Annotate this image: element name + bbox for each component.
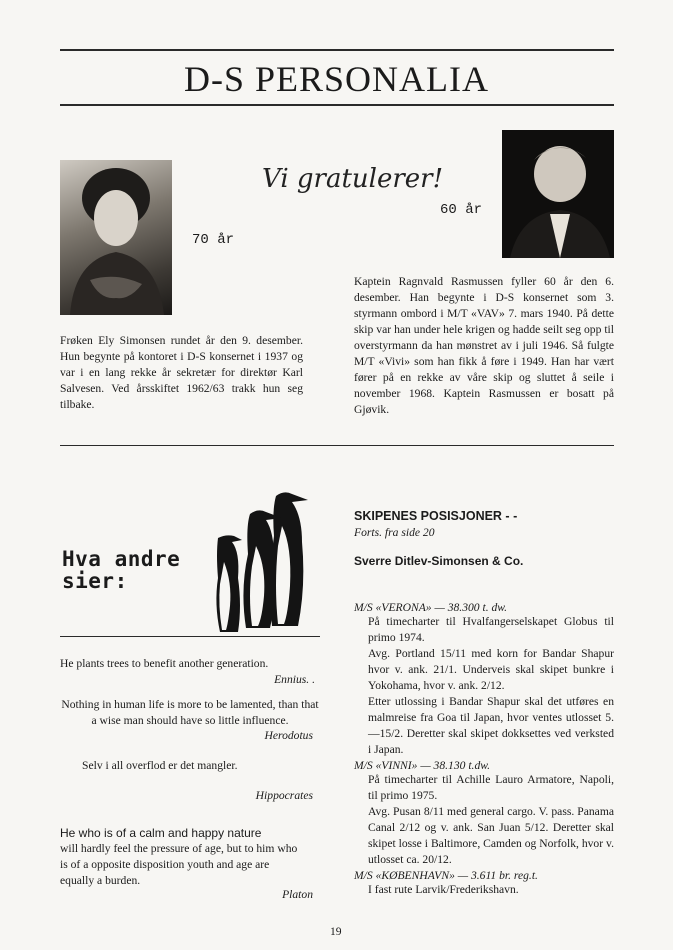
ship-vinni-name: M/S «VINNI» — 38.130 t.dw. bbox=[354, 759, 491, 772]
portrait-ragnvald-rasmussen bbox=[502, 130, 614, 258]
ship-verona-line-3: Etter utlossing i Bandar Shapur skal det utføres en malmreise fra Goa til Japan, hvor ventes utlosset 5.—15/2. Deretter skal skipet dokksettes ved verksted i Japan. bbox=[368, 695, 614, 756]
ship-verona-name: M/S «VERONA» — 38.300 t. dw. bbox=[354, 601, 508, 614]
quote-platon-first-line: He who is of a calm and happy nature bbox=[60, 826, 262, 840]
quote-platon bbox=[60, 825, 300, 889]
quote-platon-rest: will hardly feel the pressure of age, but to him who is of a opposite disposition youth and age are equally a burden. bbox=[60, 842, 298, 887]
ship-verona-line-1: På timecharter til Hvalfangerselskapet Globus til primo 1974. bbox=[368, 615, 614, 644]
penguins-illustration bbox=[212, 486, 324, 634]
bio-ely-simonsen: Frøken Ely Simonsen rundet år den 9. desember. Hun begynte på kontoret i D-S konsernet i 1937 og var i en lang rekke år sekretær for direktør Karl Salvesen. Ved årsskiftet 1962/63 trakk hun seg tilbake. bbox=[60, 334, 303, 411]
bio-ragnvald-rasmussen: Kaptein Ragnvald Rasmussen fyller 60 år den 6. desember. Han begynte i D-S konsernet som 3. styrmann ombord i M/T «VAV» 7. mars 1940. På dette skip var han under hele krigen og hadde seilt seg opp til overstyrmann da han mønstret av i juli 1946. Så fulgte M/T «Vivi» som han fikk å føre i 1949. Han har vært fører på en rekke av våre skip og sluttet å seile i november 1968. Kaptein Rasmussen er bosatt på Gjøvik. bbox=[354, 275, 614, 416]
age-70: 70 år bbox=[192, 232, 235, 248]
quotes-rule bbox=[60, 636, 320, 637]
quotes-heading-line1: Hva andre bbox=[62, 547, 181, 571]
page-number: 19 bbox=[330, 925, 342, 938]
quote-ennius-author: Ennius. . bbox=[274, 673, 315, 686]
age-60: 60 år bbox=[440, 202, 483, 218]
quote-hippocrates: Selv i all overflod er det mangler. bbox=[82, 759, 238, 772]
quotes-heading bbox=[62, 548, 180, 592]
quote-hippocrates-author: Hippocrates bbox=[255, 789, 313, 802]
greeting-script: Vi gratulerer! bbox=[262, 164, 444, 194]
section-divider-rule bbox=[60, 445, 614, 446]
positions-company: Sverre Ditlev-Simonsen & Co. bbox=[354, 554, 524, 568]
ship-vinni-line-2: Avg. Pusan 8/11 med general cargo. V. pass. Panama Canal 2/12 og v. ank. San Juan 5/12. Deretter skal skipet losse i Baltimore, Camden og Norfolk, hvor v. utlosset ca. 20/12. bbox=[368, 805, 614, 866]
ship-kobenhavn-name: M/S «KØBENHAVN» — 3.611 br. reg.t. bbox=[354, 869, 538, 882]
ship-vinni-line-1: På timecharter til Achille Lauro Armatore, Napoli, til primo 1975. bbox=[368, 773, 614, 802]
quotes-heading-line2: sier: bbox=[62, 569, 128, 593]
ship-list bbox=[354, 601, 614, 898]
portrait-ely-simonsen bbox=[60, 160, 172, 315]
quote-herodotus: Nothing in human life is more to be lamented, than that a wise man should have so little influence. bbox=[61, 698, 319, 727]
positions-subheading: Forts. fra side 20 bbox=[354, 526, 435, 539]
ship-verona-line-2: Avg. Portland 15/11 med korn for Bandar Shapur hvor v. ank. 21/1. Underveis skal skipet bunkre i Yokohama, hvor v. ank. 2/12. bbox=[368, 647, 614, 692]
header-top-rule bbox=[60, 49, 614, 51]
header-bottom-rule bbox=[60, 104, 614, 106]
ship-kobenhavn-line-1: I fast rute Larvik/Frederikshavn. bbox=[368, 883, 519, 896]
quote-platon-author: Platon bbox=[282, 888, 313, 901]
quote-herodotus-author: Herodotus bbox=[264, 729, 313, 742]
positions-heading: SKIPENES POSISJONER - - bbox=[354, 509, 518, 523]
page-title: D-S PERSONALIA bbox=[183, 59, 490, 99]
quote-ennius: He plants trees to benefit another generation. bbox=[60, 657, 269, 670]
